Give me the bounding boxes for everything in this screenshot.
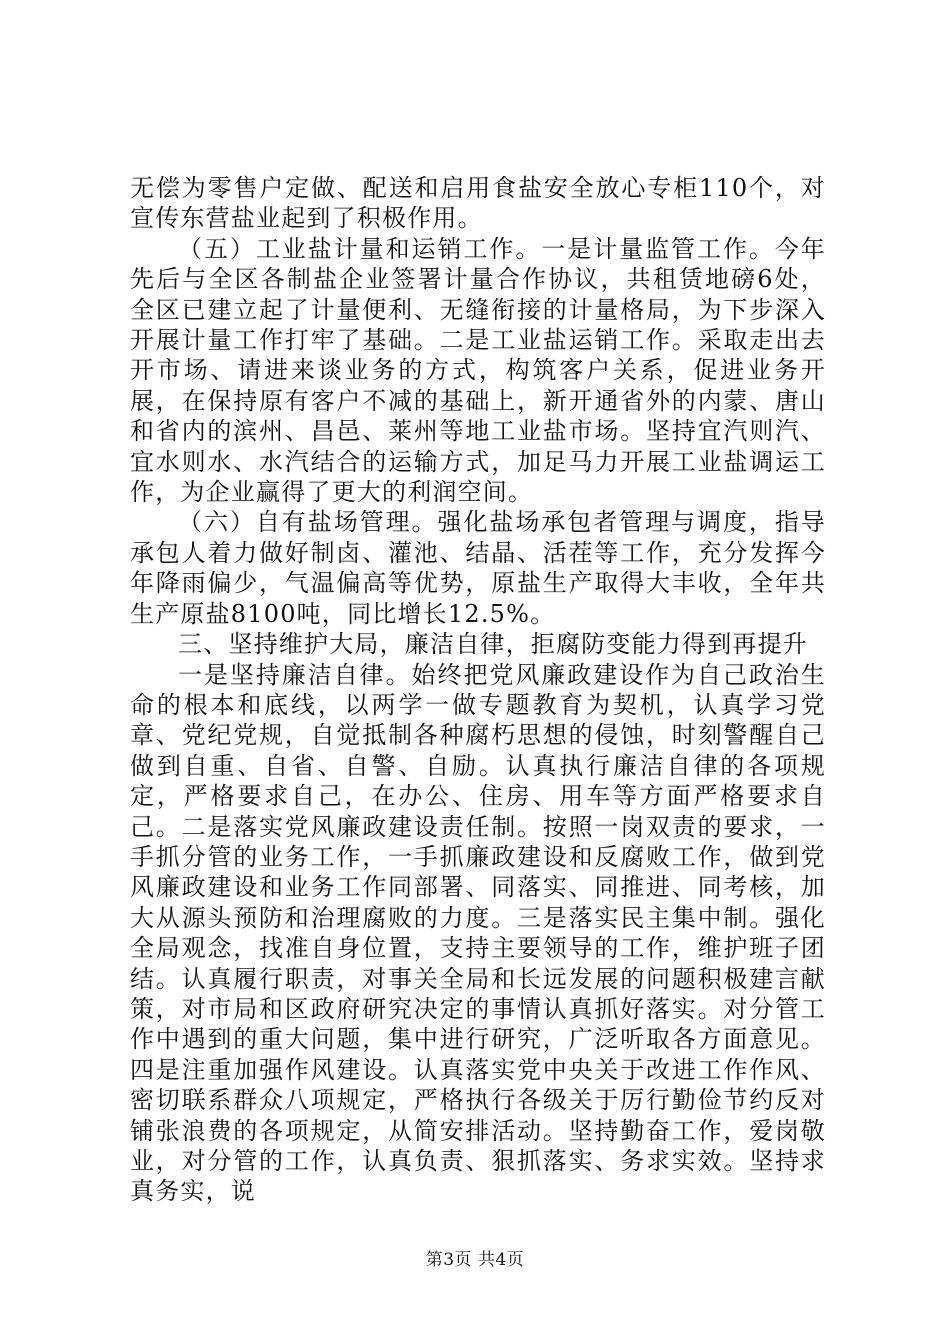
document-body	[130, 173, 826, 1207]
paragraph-4: 一是坚持廉洁自律。始终把党风廉政建设作为自己政治生命的根本和底线，以两学一做专题教育为契机，认真学习党章、党纪党规，自觉抵制各种腐朽思想的侵蚀，时刻警醒自己做到自重、自省、自警、自励。认真执行廉洁自律的各项规定，严格要求自己，在办公、住房、用车等方面严格要求自己。二是落实党风廉政建设责任制。按照一岗双责的要求，一手抓分管的业务工作，一手抓廉政建设和反腐败工作，做到党风廉政建设和业务工作同部署、同落实、同推进、同考核，加大从源头预防和治理腐败的力度。三是落实民主集中制。强化全局观念，找准自身位置，支持主要领导的工作，维护班子团结。认真履行职责，对事关全局和长远发展的问题积极建言献策，对市局和区政府研究决定的事情认真抓好落实。对分管工作中遇到的重大问题，集中进行研究，广泛听取各方面意见。四是注重加强作风建设。认真落实党中央关于改进工作作风、密切联系群众八项规定，严格执行各级关于厉行勤俭节约反对铺张浪费的各项规定，从简安排活动。坚持勤奋工作，爱岗敬业，对分管的工作，认真负责、狠抓落实、务求实效。坚持求真务实，说	[130, 660, 826, 1206]
paragraph-3: （六）自有盐场管理。强化盐场承包者管理与调度，指导承包人着力做好制卤、灌池、结晶、活茬等工作，充分发挥今年降雨偏少，气温偏高等优势，原盐生产取得大丰收，全年共生产原盐8100吨，同比增长12.5%。	[130, 508, 826, 628]
section-heading-3: 三、坚持维护大局，廉洁自律，拒腐防变能力得到再提升	[178, 630, 808, 659]
page-footer: 第3页 共4页	[425, 1250, 525, 1270]
paragraph-1: 无偿为零售户定做、配送和启用食盐安全放心专柜110个，对宣传东营盐业起到了积极作用。	[130, 174, 826, 233]
paragraph-2: （五）工业盐计量和运销工作。一是计量监管工作。今年先后与全区各制盐企业签署计量合作协议，共租赁地磅6处，全区已建立起了计量便利、无缝衔接的计量格局，为下步深入开展计量工作打牢了基础。二是工业盐运销工作。采取走出去开市场、请进来谈业务的方式，构筑客户关系，促进业务开展，在保持原有客户不减的基础上，新开通省外的内蒙、唐山和省内的滨州、昌邑、莱州等地工业盐市场。坚持宜汽则汽、宜水则水、水汽结合的运输方式，加足马力开展工业盐调运工作，为企业赢得了更大的利润空间。	[130, 234, 826, 507]
